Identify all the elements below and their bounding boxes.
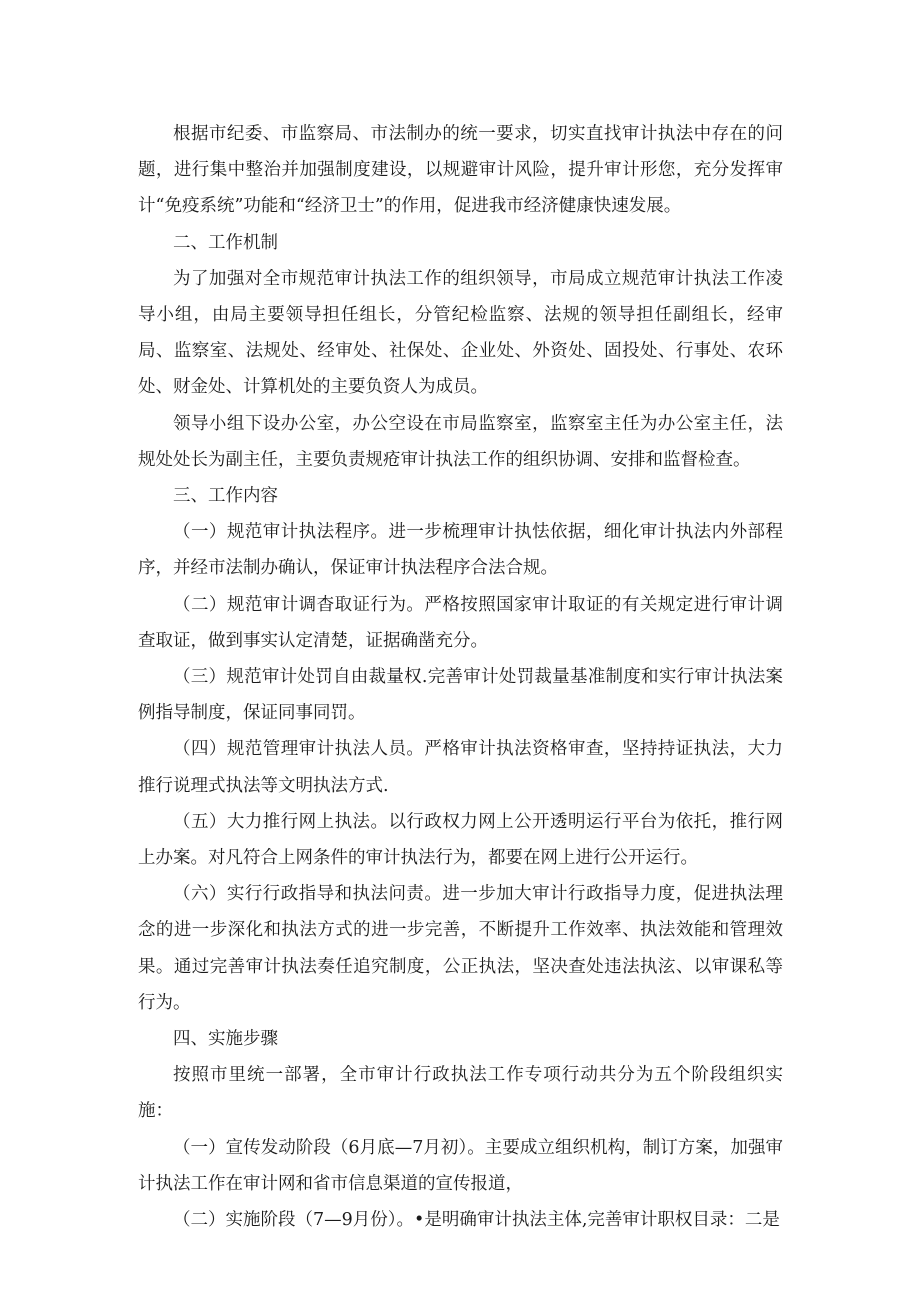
paragraph-content-item-3: （三）规范审计处罚自由裁量权.完善审计处罚裁量基准制度和实行审计执法案例指导制度，保证同事同罚。	[138, 667, 783, 724]
paragraph-content-item-2: （二）规范审计调杳取证行为。严格按照国家审计取证的有关规定进行审计调查取证，做到事实认定清楚，证据确凿充分。	[138, 594, 783, 651]
paragraph-leading-group: 为了加强对全市规范审计执法工作的组织领导，市局成立规范审计执法工作凌导小组，由局主要领导担任组长，分管纪检监察、法规的领导担任副组长，经审局、监察室、法规处、经审处、社保处、企业处、外资处、固投处、行事处、农环处、财金处、计算机处的主要负资人为成员。	[138, 268, 783, 398]
paragraph-content-item-4: （四）规范管理审计执法人员。严格审计执法资格审查，坚持持证执法，大力推行说理式执法等文明执法方式.	[138, 739, 783, 796]
paragraph-content-item-6: （六）实行行政指导和执法问责。进一步加大审计行政指导力度，促进执法理念的进一步深化和执法方式的进一步完善，不断提升工作效率、执法效能和管理效果。通过完善审计执法奏任追究制度，公正执法，坚决查处违法执泫、以审课私等行为。	[138, 884, 783, 1013]
paragraph-content-item-5: （五）大力推行网上执法。以行政权力网上公开透明运行平台为依托，推行网上办案。对凡符合上网条件的审计执法行为，都要在网上进行公开运行。	[138, 811, 783, 869]
section-heading-work-content: 三、工作内容	[173, 486, 278, 507]
section-heading-implementation-steps: 四、实施步骤	[173, 1029, 278, 1050]
paragraph-intro: 根据市纪委、市监察局、市法制办的统一要求，切实直找审计执法中存在的问题，进行集中整治并加强制度建设，以规避审计风险，提升审计形您，充分发挥审计“免疫系统”功能和“经济卫士”的作用，促进我市经济健康快速发展。	[138, 124, 783, 217]
document-body	[138, 116, 783, 1238]
paragraph-implementation-intro: 按照市里统一部署，全市审计行政执法工作专项行动共分为五个阶段组织实施：	[138, 1065, 783, 1122]
section-heading-work-mechanism: 二、工作机制	[173, 232, 278, 253]
paragraph-stage-2: （二）实施阶段（7—9月份）。•是明确审计执法主体,完善审计职权目录：二是	[173, 1210, 780, 1231]
paragraph-office: 领导小组下设办公室，办公空设在市局监察室，监察室主任为办公室主任，法规处处长为副主任，主要负责规疮审计执法工作的组织协调、安排和监督检查。	[138, 413, 783, 470]
paragraph-stage-1: （一）宣传发动阶段（6月底—7月初）。主要成立组织机构，制订方案，加强审计执法工作在审计网和省市信息渠道的宣传报道，	[138, 1137, 783, 1194]
paragraph-content-item-1: （一）规范审计执法程序。进一步梳理审计执怯依据，细化审计执法内外部程序，并经市法制办确认，保证审计执法程序合法合规。	[138, 522, 783, 579]
